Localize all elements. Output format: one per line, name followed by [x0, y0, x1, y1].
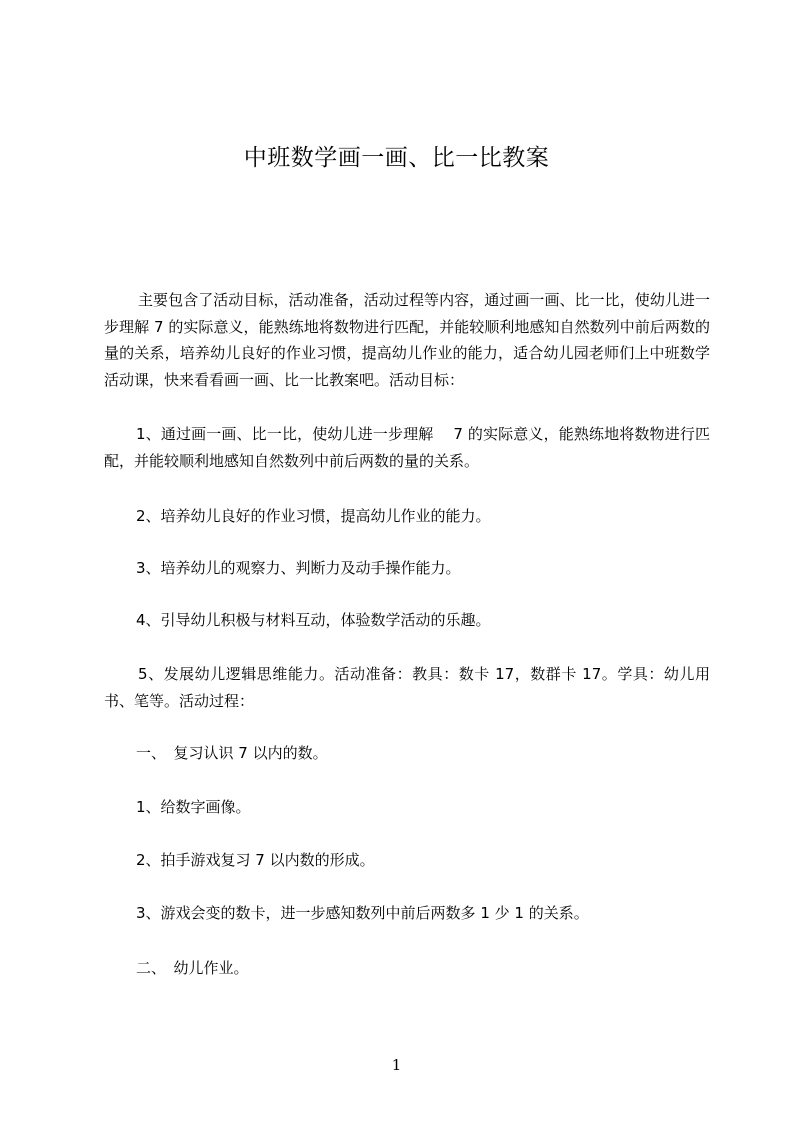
- step-3: 3、游戏会变的数卡，进一步感知数列中前后两数多 1 少 1 的关系。: [136, 904, 589, 922]
- goal-5-paragraph: 5、发展幼儿逻辑思维能力。活动准备：教具：数卡 17，数群卡 17。学具：幼儿用书、笔等。活动过程：: [104, 665, 710, 710]
- step-1: 1、给数字画像。: [136, 798, 251, 816]
- section-2-heading: 二、 幼儿作业。: [136, 959, 249, 977]
- goal-2-paragraph: 2、培养幼儿良好的作业习惯，提高幼儿作业的能力。: [136, 507, 491, 525]
- goal-1-paragraph: 1、通过画一画、比一比，使幼儿进一步理解 7 的实际意义，能熟练地将数物进行匹配，并能较顺利地感知自然数列中前后两数的量的关系。: [104, 425, 710, 470]
- section-1-heading: 一、 复习认识 7 以内的数。: [136, 744, 328, 762]
- step-2: 2、拍手游戏复习 7 以内数的形成。: [136, 851, 375, 869]
- page-number: 1: [391, 1056, 402, 1074]
- intro-paragraph: 主要包含了活动目标，活动准备，活动过程等内容，通过画一画、比一比，使幼儿进一步理解 7 的实际意义，能熟练地将数物进行匹配，并能较顺利地感知自然数列中前后两数的量的关系，培养幼儿良好的作业习惯，提高幼儿作业的能力，适合幼儿园老师们上中班数学活动课，快来看看画一画、比一比教案吧。活动目标：: [104, 291, 710, 389]
- document-title: 中班数学画一画、比一比教案: [243, 145, 550, 171]
- goal-4-paragraph: 4、引导幼儿积极与材料互动，体验数学活动的乐趣。: [136, 611, 491, 629]
- goal-3-paragraph: 3、培养幼儿的观察力、判断力及动手操作能力。: [136, 559, 461, 577]
